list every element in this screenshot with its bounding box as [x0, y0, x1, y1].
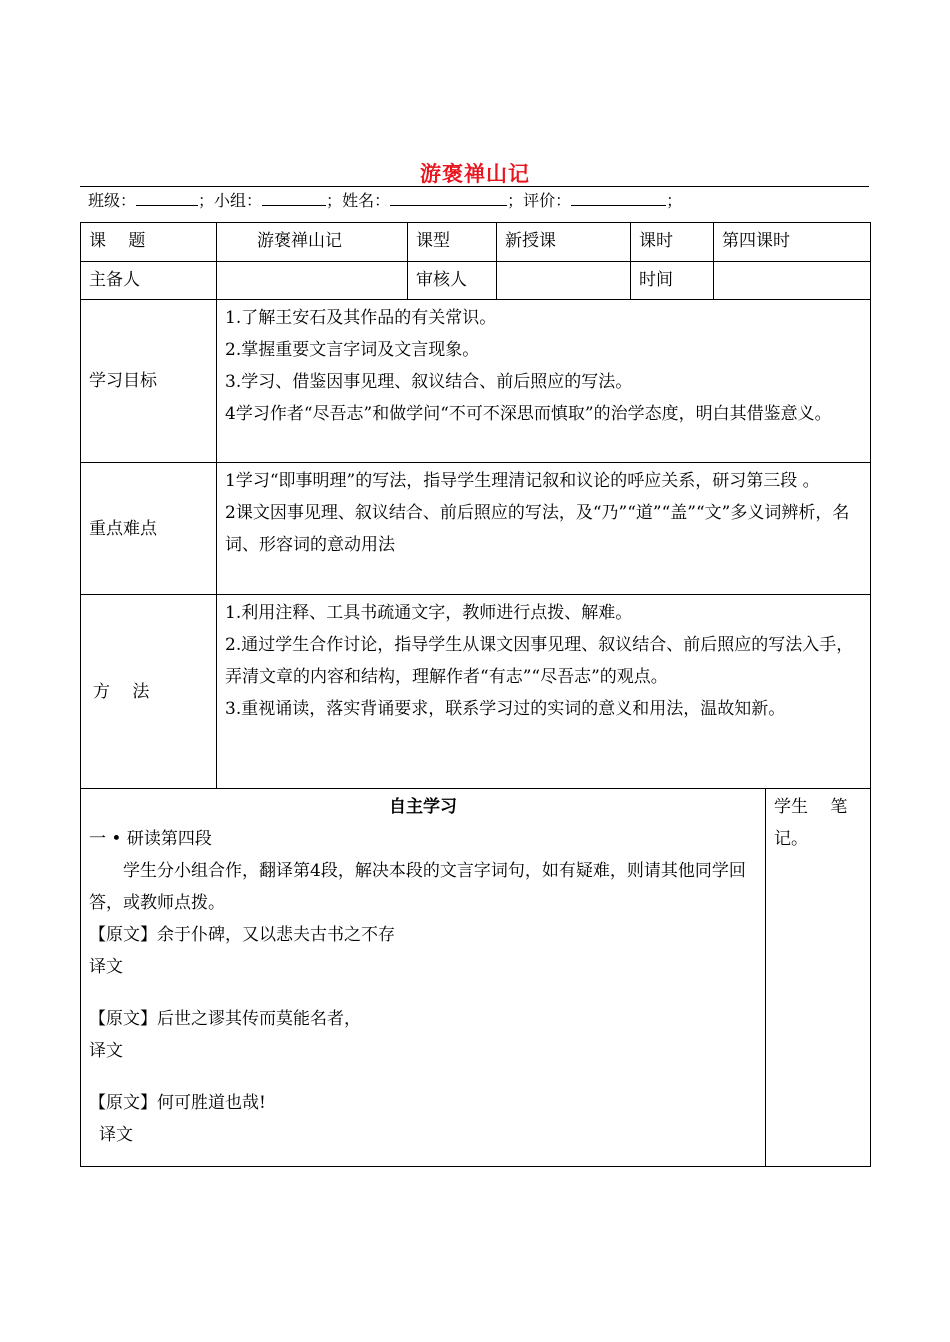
preparer-label: 主备人: [81, 262, 217, 300]
separator: ；: [507, 191, 524, 210]
keypoint-item: 2课文因事见理、叙议结合、前后照应的写法，及“乃”“道”“盖”“文”多义词辨析，名词、形容词的意动用法: [225, 503, 850, 555]
name-label: 姓名：: [342, 191, 391, 210]
reviewer-label: 审核人: [408, 262, 497, 300]
methods-label: 方 法: [81, 595, 217, 789]
eval-label: 评价：: [523, 191, 572, 210]
original-text: 【原文】后世之谬其传而莫能名者，: [89, 1009, 361, 1029]
eval-blank[interactable]: [571, 191, 666, 206]
group-label: 小组：: [214, 191, 263, 210]
goal-item: 2.掌握重要文言字词及文言现象。: [225, 340, 480, 360]
header-rule: [80, 186, 869, 187]
table-row: [81, 463, 871, 595]
goals-label: 学习目标: [81, 300, 217, 463]
keypoint-item: 1学习“即事明理”的写法，指导学生理清记叙和议论的呼应关系，研习第三段 。: [225, 471, 820, 491]
original-text: 【原文】何可胜道也哉!: [89, 1093, 266, 1113]
type-label: 课型: [408, 223, 497, 262]
lesson-plan-table: [80, 222, 871, 1167]
translation-label: 译文: [99, 1125, 133, 1145]
time-value[interactable]: [714, 262, 871, 300]
time-label: 时间: [631, 262, 714, 300]
separator: ；: [198, 191, 215, 210]
separator: ；: [666, 191, 683, 210]
methods-content: [217, 595, 871, 789]
topic-value: 游褒禅山记: [217, 223, 408, 262]
method-item: 2.通过学生合作讨论，指导学生从课文因事见理、叙议结合、前后照应的写法入手，弄清文章的内容和结构，理解作者“有志”“尽吾志”的观点。: [225, 635, 854, 687]
method-item: 3.重视诵读，落实背诵要求，联系学习过的实词的意义和用法，温故知新。: [225, 699, 786, 719]
period-value: 第四课时: [714, 223, 871, 262]
student-info-line: [88, 188, 682, 211]
group-blank[interactable]: [262, 191, 326, 206]
keypoints-label: 重点难点: [81, 463, 217, 595]
preparer-value[interactable]: [217, 262, 408, 300]
table-row: [81, 223, 871, 262]
goals-content: [217, 300, 871, 463]
table-row: [81, 262, 871, 300]
goal-item: 4学习作者“尽吾志”和做学问“不可不深思而慎取”的治学态度，明白其借鉴意义。: [225, 404, 832, 424]
class-label: 班级：: [88, 191, 137, 210]
reviewer-value[interactable]: [497, 262, 631, 300]
translation-label: 译文: [89, 1041, 123, 1061]
student-notes[interactable]: 学生 笔记。: [766, 789, 871, 1167]
table-row: [81, 789, 871, 1167]
period-label: 课时: [631, 223, 714, 262]
separator: ；: [326, 191, 343, 210]
section-title: 一 • 研读第四段: [89, 829, 212, 849]
goal-item: 3.学习、借鉴因事见理、叙议结合、前后照应的写法。: [225, 372, 633, 392]
method-item: 1.利用注释、工具书疏通文字，教师进行点拨、解难。: [225, 603, 633, 623]
keypoints-content: [217, 463, 871, 595]
goal-item: 1.了解王安石及其作品的有关常识。: [225, 308, 497, 328]
table-row: [81, 595, 871, 789]
study-intro: 学生分小组合作，翻译第4段，解决本段的文言字词句，如有疑难，则请其他同学回答，或教师点拨。: [89, 861, 746, 913]
type-value: 新授课: [497, 223, 631, 262]
topic-label: 课 题: [81, 223, 217, 262]
original-text: 【原文】余于仆碑，又以悲夫古书之不存: [89, 925, 395, 945]
self-study-content: [81, 789, 766, 1167]
self-study-heading: 自主学习: [389, 797, 457, 817]
name-blank[interactable]: [390, 191, 507, 206]
table-row: [81, 300, 871, 463]
class-blank[interactable]: [136, 191, 198, 206]
translation-label: 译文: [89, 957, 123, 977]
page-title: 游褒禅山记: [420, 161, 530, 186]
